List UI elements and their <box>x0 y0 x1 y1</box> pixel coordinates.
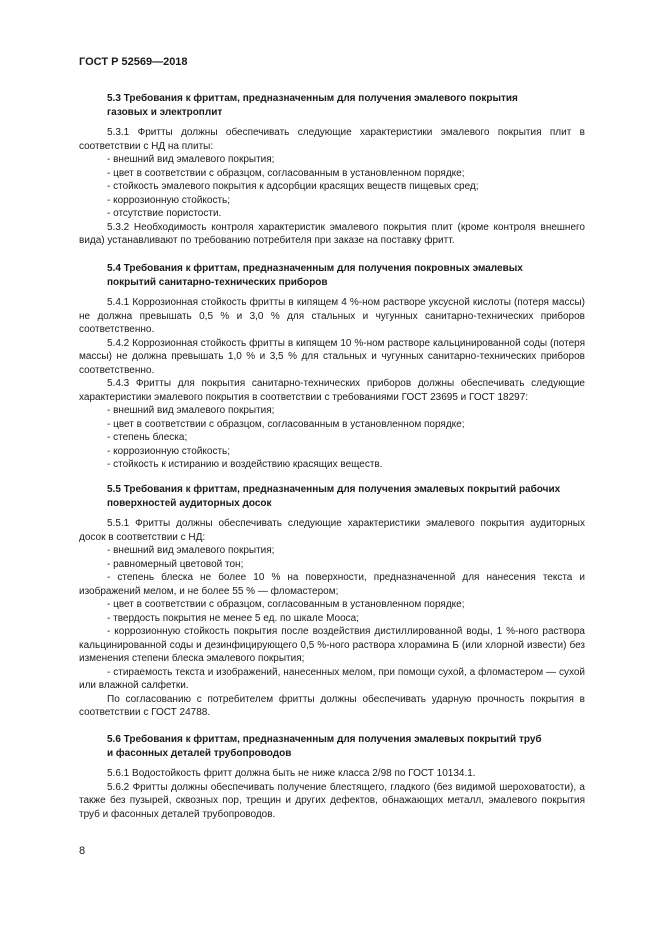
list-item: - коррозионную стойкость; <box>107 445 231 457</box>
list-item: - коррозионную стойкость; <box>107 194 231 206</box>
list-item: - коррозионную стойкость покрытия после воздействия дистиллированной воды, 1 %-ного раствора кальцинированной соды и дезинфицирующего 0,5 %-ного раствора хлорамина Б (или хлорной извести) без изменения степени блеска эмалевого покрытия; <box>79 626 585 664</box>
heading-line-1: 5.5 Требования к фриттам, предназначенным для получения эмалевых покрытий рабочих <box>107 484 561 495</box>
heading-line-2: поверхностей аудиторных досок <box>107 497 272 509</box>
clause-5-3-1: 5.3.1 Фритты должны обеспечивать следующие характеристики эмалевого покрытия плит в соответствии с НД на плиты: <box>79 127 585 152</box>
list-item: - твердость покрытия не менее 5 ед. по шкале Мооса; <box>107 612 360 624</box>
page-number: 8 <box>79 845 86 857</box>
heading-line-2: и фасонных деталей трубопроводов <box>107 747 292 759</box>
list-item: - отсутствие пористости. <box>107 208 222 219</box>
list-item: - цвет в соответствии с образцом, согласованным в установленном порядке; <box>107 599 465 610</box>
list-item: - цвет в соответствии с образцом, согласованным в установленном порядке; <box>107 167 465 179</box>
list-item: - внешний вид эмалевого покрытия; <box>107 405 275 416</box>
clause-5-3-2: 5.3.2 Необходимость контроля характеристик эмалевого покрытия плит (кроме контроля внешнего вида) устанавливают по требованию потребителя при заказе на поставку фритт. <box>79 221 585 246</box>
heading-line-2: покрытий санитарно-технических приборов <box>107 276 328 288</box>
list-item: - внешний вид эмалевого покрытия; <box>107 545 275 556</box>
clause-5-6-2: 5.6.2 Фритты должны обеспечивать получение блестящего, гладкого (без видимой шероховатости), а также без пузырей, сквозных пор, трещин и других дефектов, обнажающих металл, эмалевого покрытия труб и фасонных деталей трубопроводов. <box>79 781 585 820</box>
list-item: - стойкость эмалевого покрытия к адсорбции красящих веществ пищевых сред; <box>107 181 479 192</box>
agreement-clause: По согласованию с потребителем фритты должны обеспечивать ударную прочность покрытия в соответствии с ГОСТ 24788. <box>79 693 585 718</box>
list-item: - равномерный цветовой тон; <box>107 558 244 570</box>
list-item: - степень блеска; <box>107 432 188 443</box>
heading-line-1: 5.4 Требования к фриттам, предназначенным для получения покровных эмалевых <box>107 263 523 274</box>
section-heading <box>79 262 585 289</box>
section-5-5 <box>79 483 585 720</box>
clause-5-4-1: 5.4.1 Коррозионная стойкость фритты в кипящем 4 %-ном растворе уксусной кислоты (потеря массы) не должна превышать 0,5 % и 3,0 % для стальных и чугунных санитарно-технических приборов соответственно. <box>79 297 585 335</box>
list-item: - степень блеска не более 10 % на поверхности, предназначенной для нанесения текста и изображений мелом, и не более 55 % — фломастером; <box>79 572 585 597</box>
clause-5-5-1: 5.5.1 Фритты должны обеспечивать следующие характеристики эмалевого покрытия аудиторных досок в соответствии с НД: <box>79 518 585 543</box>
heading-line-2: газовых и электроплит <box>107 106 223 118</box>
section-5-3 <box>79 92 585 248</box>
clause-5-6-1: 5.6.1 Водостойкость фритт должна быть не ниже класса 2/98 по ГОСТ 10134.1. <box>107 768 476 779</box>
list-item: - стойкость к истиранию и воздействию красящих веществ. <box>107 459 383 470</box>
section-heading <box>79 733 585 760</box>
section-heading <box>79 92 585 119</box>
clause-5-4-2: 5.4.2 Коррозионная стойкость фритты в кипящем 10 %-ном растворе кальцинированной соды (потеря массы) не должна превышать 1,0 % и 3,5 % для стальных и чугунных санитарно-технических приборов соответственно. <box>79 337 585 376</box>
heading-line-1: 5.6 Требования к фриттам, предназначенным для получения эмалевых покрытий труб <box>107 734 542 745</box>
section-heading <box>79 483 585 510</box>
list-item: - внешний вид эмалевого покрытия; <box>107 154 275 165</box>
list-item: - стираемость текста и изображений, нанесенных мелом, при помощи сухой, а фломастером — сухой или влажной салфетки. <box>79 666 585 691</box>
section-5-6 <box>79 733 585 821</box>
standard-designation: ГОСТ Р 52569—2018 <box>79 56 188 68</box>
section-5-4 <box>79 262 585 472</box>
heading-line-1: 5.3 Требования к фриттам, предназначенным для получения эмалевого покрытия <box>107 93 518 104</box>
list-item: - цвет в соответствии с образцом, согласованным в установленном порядке; <box>107 418 465 430</box>
clause-5-4-3: 5.4.3 Фритты для покрытия санитарно-технических приборов должны обеспечивать следующие характеристики эмалевого покрытия в соответствии с требованиями ГОСТ 23695 и ГОСТ 18297: <box>79 378 585 403</box>
